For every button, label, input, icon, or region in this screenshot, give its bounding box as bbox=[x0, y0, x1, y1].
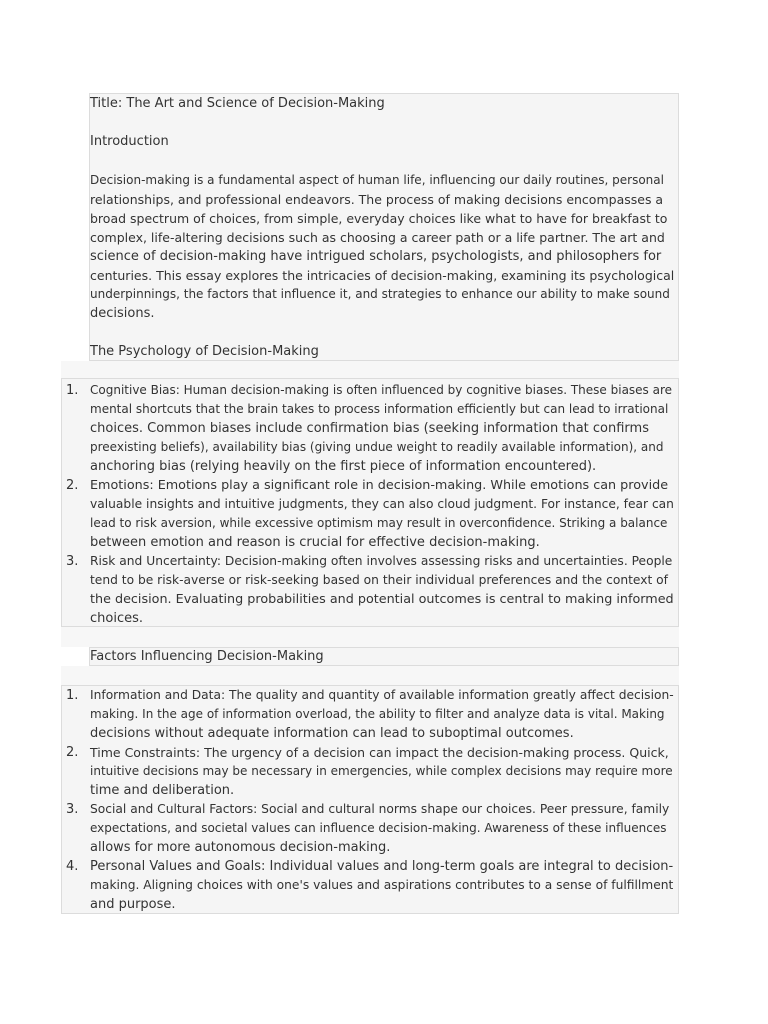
list-item-line: mental shortcuts that the brain takes to process information efficiently but can lead to irrational bbox=[90, 402, 669, 416]
list-item-line: making. In the age of information overload, the ability to filter and analyze data is vital. Making bbox=[90, 707, 665, 721]
list-item-line: choices. bbox=[90, 611, 144, 626]
paragraph-line: broad spectrum of choices, from simple, everyday choices like what to have for breakfast to bbox=[90, 211, 668, 226]
list-item-line: expectations, and societal values can influence decision-making. Awareness of these influences bbox=[90, 821, 667, 835]
panel-gap bbox=[61, 627, 679, 647]
list-item-number: 1. bbox=[66, 383, 79, 398]
list-item-line: time and deliberation. bbox=[90, 783, 235, 798]
list-item-number: 3. bbox=[66, 554, 79, 569]
paragraph-line: decisions. bbox=[90, 306, 155, 321]
psychology-heading: The Psychology of Decision-Making bbox=[90, 344, 319, 359]
list-item-line: Risk and Uncertainty: Decision-making often involves assessing risks and uncertainties. People bbox=[90, 554, 673, 568]
list-item-number: 2. bbox=[66, 478, 79, 493]
paragraph-line: complex, life-altering decisions such as choosing a career path or a life partner. The art and bbox=[90, 230, 665, 245]
panel-gap bbox=[61, 361, 679, 379]
list-item-line: anchoring bias (relying heavily on the first piece of information encountered). bbox=[90, 459, 597, 474]
list-item-line: tend to be risk-averse or risk-seeking based on their individual preferences and the context of bbox=[90, 573, 668, 587]
list-item-line: Time Constraints: The urgency of a decision can impact the decision-making process. Quick, bbox=[90, 745, 669, 760]
list-item-number: 1. bbox=[66, 688, 79, 703]
list-item-line: preexisting beliefs), availability bias (giving undue weight to readily available information), and bbox=[90, 440, 664, 454]
introduction-heading: Introduction bbox=[90, 134, 169, 149]
list-item-line: lead to risk aversion, while excessive optimism may result in overconfidence. Striking a balance bbox=[90, 516, 668, 530]
document-title: Title: The Art and Science of Decision-Making bbox=[90, 96, 385, 111]
list-item-line: Cognitive Bias: Human decision-making is often influenced by cognitive biases. These biases are bbox=[90, 383, 673, 397]
paragraph-line: relationships, and professional endeavors. The process of making decisions encompasses a bbox=[90, 192, 664, 207]
list-item-line: allows for more autonomous decision-making. bbox=[90, 840, 391, 855]
list-item-line: making. Aligning choices with one's values and aspirations contributes to a sense of fulfillment bbox=[90, 878, 674, 892]
list-item-line: between emotion and reason is crucial for effective decision-making. bbox=[90, 535, 540, 550]
paragraph-line: centuries. This essay explores the intricacies of decision-making, examining its psychological bbox=[90, 268, 675, 283]
list-item-line: Personal Values and Goals: Individual values and long-term goals are integral to decision- bbox=[90, 859, 674, 874]
list-item-number: 2. bbox=[66, 745, 79, 760]
panel-gap bbox=[61, 666, 679, 686]
list-item-line: and purpose. bbox=[90, 897, 176, 912]
list-item-line: Information and Data: The quality and quantity of available information greatly affect decision- bbox=[90, 688, 674, 702]
list-item-line: intuitive decisions may be necessary in emergencies, while complex decisions may require more bbox=[90, 764, 673, 778]
list-item-number: 4. bbox=[66, 859, 79, 874]
list-item-line: decisions without adequate information can lead to suboptimal outcomes. bbox=[90, 726, 574, 741]
paragraph-line: underpinnings, the factors that influence it, and strategies to enhance our ability to make sound bbox=[90, 287, 670, 301]
factors-heading: Factors Influencing Decision-Making bbox=[90, 649, 324, 664]
list-item-line: valuable insights and intuitive judgments, they can also cloud judgment. For instance, fear can bbox=[90, 497, 674, 511]
list-item-line: the decision. Evaluating probabilities and potential outcomes is central to making informed bbox=[90, 592, 674, 607]
list-item-line: Emotions: Emotions play a significant role in decision-making. While emotions can provide bbox=[90, 478, 669, 493]
paragraph-line: Decision-making is a fundamental aspect of human life, influencing our daily routines, personal bbox=[90, 173, 664, 187]
list-item-line: choices. Common biases include confirmation bias (seeking information that confirms bbox=[90, 421, 649, 436]
paragraph-line: science of decision-making have intrigued scholars, psychologists, and philosophers for bbox=[90, 249, 662, 264]
list-item-number: 3. bbox=[66, 802, 79, 817]
list-item-line: Social and Cultural Factors: Social and cultural norms shape our choices. Peer pressure, family bbox=[90, 802, 670, 816]
